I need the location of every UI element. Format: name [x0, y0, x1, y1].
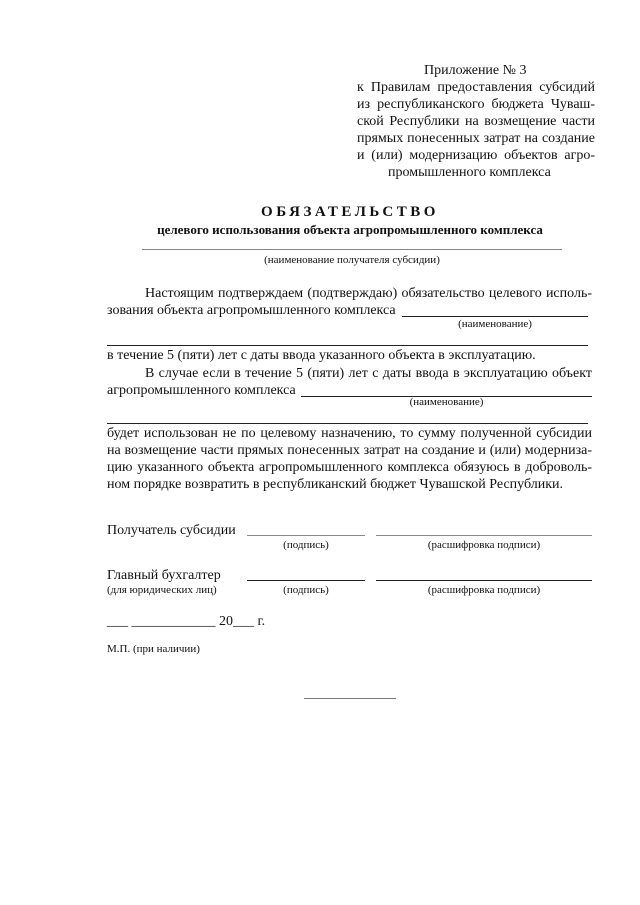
paragraph-2-line-5: цию указанного объекта агропромышленного комплекса обязуюсь в доброволь- — [107, 460, 592, 475]
appendix-line: ской Республики на возмещение части — [357, 114, 595, 129]
accountant-decoding-field[interactable] — [376, 580, 592, 581]
decoding-hint: (расшифровка подписи) — [427, 539, 541, 551]
appendix-line: прямых понесенных затрат на создание — [357, 131, 595, 146]
accountant-signature-label: Главный бухгалтер — [107, 568, 221, 583]
recipient-signature-label: Получатель субсидии — [107, 523, 236, 538]
recipient-name-field[interactable] — [142, 249, 562, 250]
legal-entities-hint: (для юридических лиц) — [107, 584, 217, 596]
object-name-field-1b[interactable] — [107, 345, 588, 346]
object-name-hint-1: (наименование) — [458, 318, 532, 330]
paragraph-2-line-3: будет использован не по целевому назначению, то сумму полученной субсидии — [107, 426, 592, 441]
signature-hint: (подпись) — [283, 584, 329, 596]
accountant-signature-field[interactable] — [247, 580, 365, 581]
object-name-field-2b[interactable] — [107, 423, 588, 424]
object-name-field-1a[interactable] — [402, 316, 588, 317]
object-name-hint-2: (наименование) — [409, 396, 484, 408]
recipient-signature-field[interactable] — [247, 535, 365, 536]
date-field[interactable]: ___ ____________ 20___ г. — [107, 614, 266, 629]
paragraph-2-line-6: ном порядке возвратить в республиканский бюджет Чувашской Республики. — [107, 477, 564, 492]
footer-separator — [304, 698, 396, 699]
recipient-decoding-field[interactable] — [376, 535, 592, 536]
appendix-line: промышленного комплекса — [388, 165, 551, 180]
paragraph-2-line-1: В случае если в течение 5 (пяти) лет с даты ввода в эксплуатацию объект — [145, 366, 592, 381]
appendix-line: и (или) модернизацию объектов агро- — [357, 148, 595, 163]
paragraph-2-line-2: агропромышленного комплекса — [107, 383, 296, 398]
recipient-name-hint: (наименование получателя субсидии) — [264, 254, 440, 266]
document-title: ОБЯЗАТЕЛЬСТВО — [261, 204, 439, 220]
signature-hint: (подпись) — [283, 539, 329, 551]
appendix-line: из республиканского бюджета Чуваш- — [357, 97, 595, 112]
decoding-hint: (расшифровка подписи) — [427, 584, 541, 596]
appendix-line: к Правилам предоставления субсидий — [357, 80, 595, 95]
paragraph-2-line-4: на возмещение части прямых понесенных затрат на создание и (или) модерниза- — [107, 443, 592, 458]
appendix-number: Приложение № 3 — [424, 63, 527, 78]
paragraph-1-line-2: зования объекта агропромышленного комплекса — [107, 303, 396, 318]
paragraph-1-line-3: в течение 5 (пяти) лет с даты ввода указанного объекта в эксплуатацию. — [107, 348, 536, 363]
stamp-label: М.П. (при наличии) — [107, 643, 200, 655]
paragraph-1-line-1: Настоящим подтверждаем (подтверждаю) обязательство целевого исполь- — [145, 286, 592, 301]
document-subtitle: целевого использования объекта агропромышленного комплекса — [157, 222, 543, 237]
